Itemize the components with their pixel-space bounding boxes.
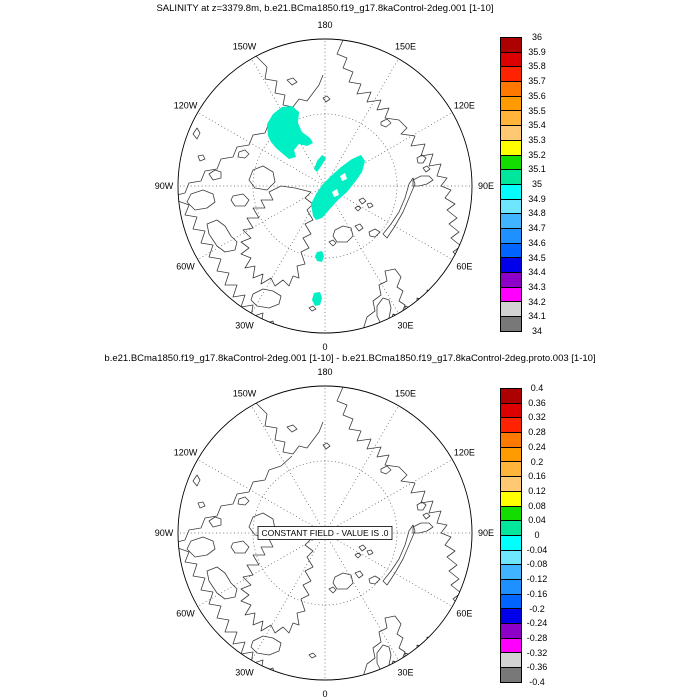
island-coastline xyxy=(383,178,415,238)
island-coastline xyxy=(377,645,393,681)
island-coastline xyxy=(355,224,363,231)
island-coastline xyxy=(251,289,281,308)
colorbar-tick-label: -0.04 xyxy=(526,544,548,555)
colorbar-cells xyxy=(500,388,522,683)
colorbar-cell xyxy=(501,521,521,536)
salinity-colorbar xyxy=(500,32,560,336)
colorbar-tick-label: 34.9 xyxy=(528,193,546,204)
colorbar-cell xyxy=(501,258,521,273)
lon-label-90W: 90W xyxy=(154,181,174,191)
island-coastline xyxy=(355,553,361,558)
island-coastline xyxy=(193,475,200,486)
colorbar-cell xyxy=(501,38,521,53)
island-coastline xyxy=(209,170,221,180)
graticule-meridian xyxy=(325,533,452,607)
colorbar-cell xyxy=(501,229,521,244)
lon-label-180: 180 xyxy=(317,367,333,377)
colorbar-tick-label: 35.7 xyxy=(528,76,546,87)
graticule-meridian xyxy=(252,533,326,660)
colorbar-cell xyxy=(501,111,521,126)
colorbar-tick-label: 35.4 xyxy=(528,120,546,131)
colorbar-cell xyxy=(501,126,521,141)
colorbar-cell xyxy=(501,565,521,580)
island-coastline xyxy=(323,96,330,102)
island-coastline xyxy=(198,502,205,508)
island-coastline xyxy=(238,497,249,505)
island-coastline xyxy=(369,229,380,237)
colorbar-tick-label: 0.24 xyxy=(528,441,546,452)
difference-polar-map xyxy=(0,350,700,700)
lon-label-90W: 90W xyxy=(154,528,174,538)
lon-label-60W: 60W xyxy=(176,261,195,272)
colorbar-cell xyxy=(501,170,521,185)
colorbar-tick-label: 0.04 xyxy=(528,515,546,526)
colorbar-tick-label: 0.08 xyxy=(528,500,546,511)
graticule-meridian xyxy=(325,186,399,313)
island-coastline xyxy=(355,206,361,211)
island-coastline xyxy=(198,155,205,161)
colorbar-tick-label: 36 xyxy=(531,32,542,42)
colorbar-cell xyxy=(501,595,521,610)
colorbar-cell xyxy=(501,141,521,156)
colorbar-cell xyxy=(501,477,521,492)
graticule-meridian xyxy=(325,460,452,534)
colorbar-tick-label: 0.32 xyxy=(528,412,546,423)
colorbar-tick-label: -0.16 xyxy=(526,588,548,599)
lon-label-60W: 60W xyxy=(176,608,195,619)
colorbar-cell xyxy=(501,433,521,448)
island-coastline xyxy=(413,176,433,186)
graticule-meridian xyxy=(325,186,452,260)
colorbar-tick-label: 0.28 xyxy=(528,427,546,438)
graticule-meridian xyxy=(325,406,399,533)
colorbar-tick-label: 35.1 xyxy=(528,164,546,175)
colorbar-tick-label: 34.1 xyxy=(528,311,546,322)
island-coastline xyxy=(241,186,313,286)
lon-label-0: 0 xyxy=(322,689,328,699)
colorbar-tick-label: 34.8 xyxy=(528,208,546,219)
colorbar-cell xyxy=(501,653,521,668)
colorbar-tick-label: 0.16 xyxy=(528,471,546,482)
island-coastline xyxy=(287,425,297,432)
colorbar-tick-label: 35 xyxy=(531,179,542,189)
island-coastline xyxy=(209,517,221,527)
lon-label-120W: 120W xyxy=(173,100,198,111)
colorbar-tick-label: 0.4 xyxy=(530,383,544,393)
constant-field-label: CONSTANT FIELD - VALUE IS .0 xyxy=(261,528,389,538)
graticule-meridian xyxy=(252,406,326,533)
colorbar-tick-label: 35.2 xyxy=(528,149,546,160)
colorbar-tick-label: -0.28 xyxy=(526,632,548,643)
salinity-patches xyxy=(267,106,365,306)
salinity-patch xyxy=(312,292,322,306)
panel1-title: SALINITY at z=3379.8m, b.e21.BCma1850.f19_g17.8kaControl-2deg.001 [1-10] xyxy=(156,3,494,14)
colorbar-cell xyxy=(501,185,521,200)
colorbar-cell xyxy=(501,200,521,215)
colorbar-tick-label: 34.5 xyxy=(528,252,546,263)
lon-label-0: 0 xyxy=(322,342,328,350)
lon-label-120W: 120W xyxy=(173,447,198,458)
lon-label-30E: 30E xyxy=(397,320,414,331)
island-coastline xyxy=(377,298,393,334)
island-coastline xyxy=(367,203,373,208)
coastline xyxy=(255,402,323,454)
island-coastline xyxy=(231,194,249,206)
island-coastline xyxy=(367,550,373,555)
island-coastline xyxy=(238,150,249,158)
colorbar-cell xyxy=(501,244,521,259)
colorbar-cell xyxy=(501,53,521,68)
island-coastline xyxy=(207,567,237,599)
salinity-patch xyxy=(314,155,326,172)
island-coastline xyxy=(333,573,353,589)
colorbar-tick-label: 35.9 xyxy=(528,46,546,57)
colorbar-tick-label: 0 xyxy=(534,530,540,540)
island-coastline xyxy=(241,533,313,633)
coastline xyxy=(337,40,461,327)
colorbar-tick-label: -0.4 xyxy=(529,677,545,687)
lon-label-30W: 30W xyxy=(235,320,254,331)
colorbar-cell xyxy=(501,302,521,317)
lon-label-30E: 30E xyxy=(397,667,414,678)
colorbar-cell xyxy=(501,580,521,595)
lon-label-180: 180 xyxy=(317,20,333,30)
difference-map-panel xyxy=(0,350,700,700)
colorbar-cell xyxy=(501,624,521,639)
colorbar-tick-label: 35.3 xyxy=(528,134,546,145)
colorbar-cells xyxy=(500,37,522,332)
coastline xyxy=(255,55,323,107)
colorbar-cell xyxy=(501,668,521,682)
colorbar-tick-label: 34.6 xyxy=(528,237,546,248)
island-coastline xyxy=(369,576,380,584)
island-coastline xyxy=(207,220,237,252)
island-coastline xyxy=(381,119,391,127)
difference-colorbar xyxy=(500,383,560,687)
colorbar-tick-label: 35.5 xyxy=(528,105,546,116)
graticule-meridian xyxy=(198,113,325,187)
colorbar-tick-label: 0.12 xyxy=(528,485,546,496)
colorbar-cell xyxy=(501,639,521,654)
colorbar-cell xyxy=(501,156,521,171)
panel2-title: b.e21.BCma1850.f19_g17.8kaControl-2deg.001 [1-10] - b.e21.BCma1850.f19_g17.8kaControl-2deg.proto.003 [1-10] xyxy=(104,353,596,364)
island-coastline xyxy=(413,523,433,533)
colorbar-tick-label: -0.12 xyxy=(526,574,548,585)
island-coastline xyxy=(309,653,316,658)
lon-label-30W: 30W xyxy=(235,667,254,678)
island-coastline xyxy=(251,636,281,655)
colorbar-tick-label: -0.36 xyxy=(526,662,548,673)
colorbar-tick-label: 0.36 xyxy=(528,397,546,408)
colorbar-cell xyxy=(501,609,521,624)
colorbar-cell xyxy=(501,389,521,404)
island-coastline xyxy=(355,571,363,578)
colorbar-cell xyxy=(501,551,521,566)
colorbar-cell xyxy=(501,462,521,477)
island-coastline xyxy=(359,198,366,204)
lon-label-60E: 60E xyxy=(456,608,473,619)
graticule-meridian xyxy=(198,460,325,534)
island-coastline xyxy=(359,545,366,551)
lon-label-90E: 90E xyxy=(477,181,495,191)
lon-label-120E: 120E xyxy=(453,100,475,111)
colorbar-tick-label: 34.4 xyxy=(528,267,546,278)
lon-label-150E: 150E xyxy=(394,41,417,52)
colorbar-tick-label: -0.32 xyxy=(526,647,548,658)
lon-label-120E: 120E xyxy=(453,447,475,458)
graticule-meridian xyxy=(325,533,399,660)
lon-label-150E: 150E xyxy=(394,388,417,399)
colorbar-cell xyxy=(501,97,521,112)
lon-label-150W: 150W xyxy=(232,41,257,52)
island-coastline xyxy=(287,78,297,85)
colorbar-tick-label: 34 xyxy=(531,326,542,336)
lon-label-60E: 60E xyxy=(456,261,473,272)
colorbar-cell xyxy=(501,273,521,288)
colorbar-tick-label: -0.08 xyxy=(526,559,548,570)
colorbar-tick-label: 34.3 xyxy=(528,281,546,292)
island-coastline xyxy=(329,240,336,246)
colorbar-tick-label: -0.24 xyxy=(526,618,548,629)
lon-label-90E: 90E xyxy=(477,528,495,538)
colorbar-tick-label: 35.8 xyxy=(528,61,546,72)
colorbar-cell xyxy=(501,418,521,433)
island-coastline xyxy=(249,166,275,190)
island-coastline xyxy=(423,166,430,172)
island-coastline xyxy=(187,537,215,557)
island-coastline xyxy=(333,226,353,242)
colorbar-cell xyxy=(501,536,521,551)
colorbar-cell xyxy=(501,404,521,419)
island-coastline xyxy=(329,587,336,593)
colorbar-cell xyxy=(501,507,521,522)
colorbar-cell xyxy=(501,214,521,229)
island-coastline xyxy=(187,190,215,210)
island-coastline xyxy=(231,541,249,553)
island-coastline xyxy=(193,128,200,139)
colorbar-tick-label: 0.2 xyxy=(530,456,544,467)
colorbar-tick-label: -0.2 xyxy=(529,603,545,614)
colorbar-tick-label: 34.2 xyxy=(528,296,546,307)
colorbar-tick-label: 35.6 xyxy=(528,90,546,101)
island-coastline xyxy=(381,466,391,474)
colorbar-tick-label: 34.7 xyxy=(528,223,546,234)
colorbar-cell xyxy=(501,82,521,97)
lon-label-150W: 150W xyxy=(232,388,257,399)
colorbar-cell xyxy=(501,288,521,303)
colorbar-cell xyxy=(501,448,521,463)
island-coastline xyxy=(323,443,330,449)
salinity-patch xyxy=(315,251,324,262)
island-coastline xyxy=(309,306,316,311)
salinity-patch xyxy=(267,106,313,159)
colorbar-cell xyxy=(501,67,521,82)
colorbar-cell xyxy=(501,317,521,331)
colorbar-cell xyxy=(501,492,521,507)
island-coastline xyxy=(423,513,430,519)
